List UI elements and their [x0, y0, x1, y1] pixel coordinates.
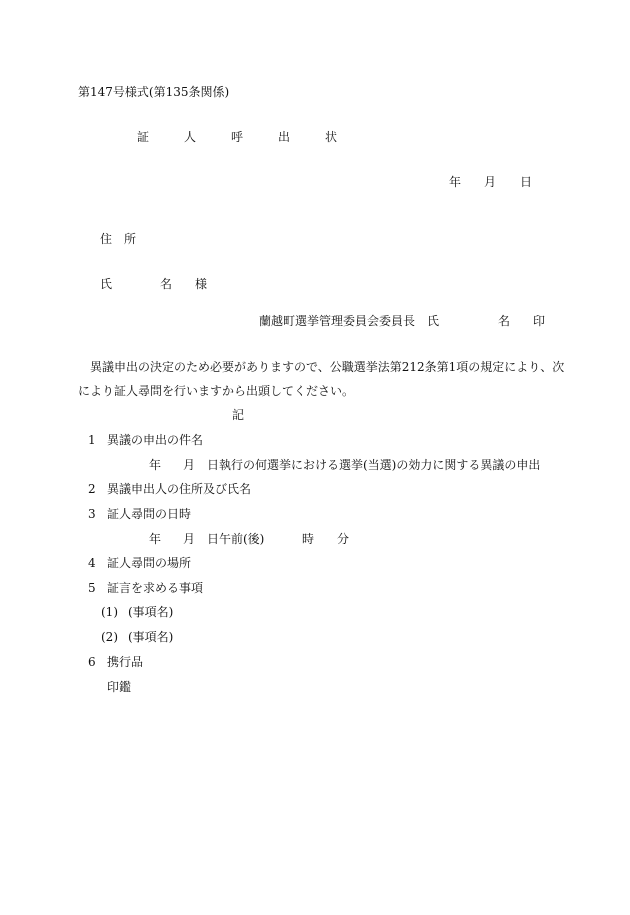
form-number: 第147号様式(第135条関係) — [78, 85, 230, 99]
item-2-number: 2 — [88, 482, 96, 496]
item-3-month: 月 — [183, 532, 196, 546]
date-day: 日 — [520, 175, 533, 189]
ki-heading: 記 — [232, 408, 245, 422]
item-4-label: 証人尋問の場所 — [107, 556, 192, 570]
title-char-5: 状 — [324, 130, 337, 144]
item-3-day-ampm: 日午前(後) — [207, 532, 265, 546]
title-char-3: 呼 — [230, 130, 243, 144]
honorific: 様 — [195, 277, 208, 291]
item-3-minute: 分 — [337, 532, 350, 546]
sender-name-label: 名 — [498, 314, 511, 328]
item-1-detail: 日執行の何選挙における選挙(当選)の効力に関する異議の申出 — [207, 458, 541, 472]
item-5-label: 証言を求める事項 — [107, 581, 204, 595]
item-1-number: 1 — [88, 433, 96, 447]
item-4-number: 4 — [88, 556, 96, 570]
item-1-label: 異議の申出の件名 — [107, 433, 204, 447]
item-5-sub-1-number: (1) — [101, 605, 118, 619]
item-3-label: 証人尋問の日時 — [107, 507, 192, 521]
item-5-sub-2-label: (事項名) — [128, 630, 174, 644]
name-label-shi: 氏 — [100, 277, 113, 291]
date-month: 月 — [484, 175, 497, 189]
item-6-number: 6 — [88, 655, 96, 669]
date-year: 年 — [449, 175, 462, 189]
body-line-1: 異議申出の決定のため必要がありますので、公職選挙法第212条第1項の規定により、次 — [90, 360, 565, 374]
title-char-4: 出 — [277, 130, 290, 144]
body-line-2: により証人尋問を行いますから出頭してください。 — [78, 384, 355, 398]
item-2-label: 異議申出人の住所及び氏名 — [107, 482, 252, 496]
seal-mark: 印 — [533, 314, 546, 328]
name-label-mei: 名 — [160, 277, 173, 291]
item-6-content: 印鑑 — [107, 680, 132, 694]
item-1-year: 年 — [149, 458, 162, 472]
title-char-1: 証 — [137, 130, 150, 144]
item-3-number: 3 — [88, 507, 96, 521]
sender-title: 蘭越町選挙管理委員会委員長 氏 — [259, 314, 440, 328]
item-1-month: 月 — [183, 458, 196, 472]
item-3-hour: 時 — [302, 532, 315, 546]
item-5-sub-2-number: (2) — [101, 630, 118, 644]
address-label: 住 所 — [100, 232, 137, 246]
title-char-2: 人 — [183, 130, 196, 144]
item-5-number: 5 — [88, 581, 96, 595]
item-3-year: 年 — [149, 532, 162, 546]
document-title — [137, 129, 337, 145]
item-6-label: 携行品 — [107, 655, 144, 669]
item-5-sub-1-label: (事項名) — [128, 605, 174, 619]
